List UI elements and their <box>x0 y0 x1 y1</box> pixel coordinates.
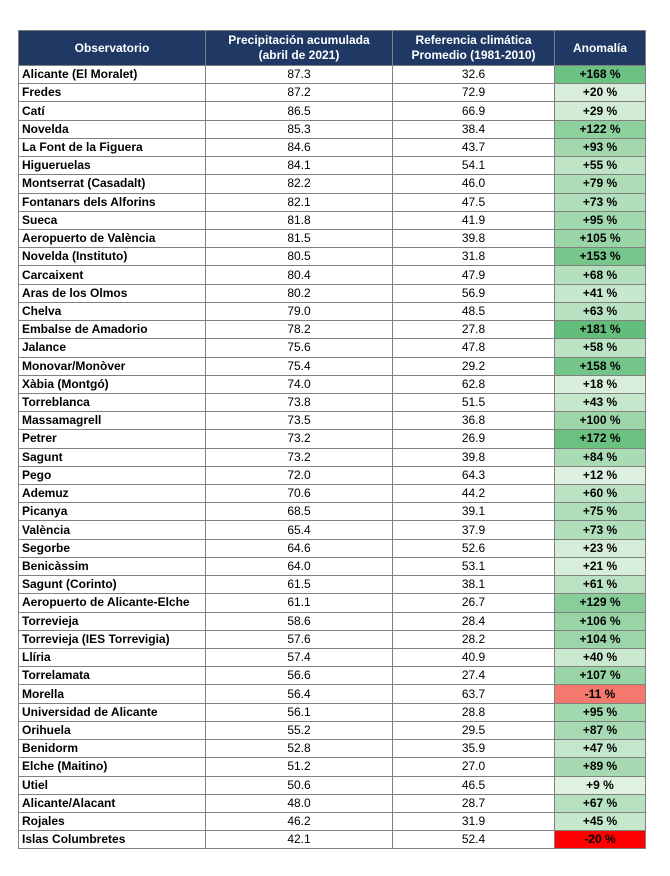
reference-cell: 36.8 <box>393 412 555 430</box>
reference-cell: 47.9 <box>393 266 555 284</box>
table-row <box>19 229 646 247</box>
header-precipitation: Precipitación acumulada (abril de 2021) <box>206 31 393 66</box>
precipitation-cell: 82.1 <box>206 193 393 211</box>
anomaly-cell: +104 % <box>555 630 646 648</box>
precipitation-cell: 81.5 <box>206 229 393 247</box>
reference-cell: 43.7 <box>393 138 555 156</box>
table-row <box>19 503 646 521</box>
anomaly-cell: +107 % <box>555 667 646 685</box>
table-row <box>19 211 646 229</box>
header-station: Observatorio <box>19 31 206 66</box>
station-name-cell: Picanya <box>19 503 206 521</box>
precipitation-cell: 87.3 <box>206 66 393 84</box>
anomaly-cell: +9 % <box>555 776 646 794</box>
anomaly-cell: +68 % <box>555 266 646 284</box>
anomaly-cell: +47 % <box>555 740 646 758</box>
reference-cell: 31.8 <box>393 248 555 266</box>
table-row <box>19 321 646 339</box>
station-name-cell: La Font de la Figuera <box>19 138 206 156</box>
anomaly-cell: +20 % <box>555 84 646 102</box>
station-name-cell: València <box>19 521 206 539</box>
table-row <box>19 248 646 266</box>
table-row <box>19 812 646 830</box>
precipitation-cell: 64.0 <box>206 557 393 575</box>
anomaly-cell: +29 % <box>555 102 646 120</box>
precipitation-cell: 72.0 <box>206 466 393 484</box>
table-row <box>19 721 646 739</box>
reference-cell: 66.9 <box>393 102 555 120</box>
precipitation-cell: 48.0 <box>206 794 393 812</box>
reference-cell: 52.6 <box>393 539 555 557</box>
station-name-cell: Embalse de Amadorio <box>19 321 206 339</box>
table-row <box>19 120 646 138</box>
precipitation-cell: 84.1 <box>206 157 393 175</box>
anomaly-cell: +73 % <box>555 521 646 539</box>
table-body <box>19 66 646 849</box>
table-row <box>19 84 646 102</box>
station-name-cell: Sagunt <box>19 448 206 466</box>
anomaly-cell: -20 % <box>555 831 646 849</box>
station-name-cell: Islas Columbretes <box>19 831 206 849</box>
anomaly-cell: +75 % <box>555 503 646 521</box>
reference-cell: 47.5 <box>393 193 555 211</box>
station-name-cell: Ademuz <box>19 485 206 503</box>
reference-cell: 28.8 <box>393 703 555 721</box>
table-row <box>19 485 646 503</box>
anomaly-cell: +158 % <box>555 357 646 375</box>
precipitation-cell: 73.5 <box>206 412 393 430</box>
station-name-cell: Montserrat (Casadalt) <box>19 175 206 193</box>
precipitation-cell: 87.2 <box>206 84 393 102</box>
table-row <box>19 794 646 812</box>
reference-cell: 46.0 <box>393 175 555 193</box>
station-name-cell: Segorbe <box>19 539 206 557</box>
table-row <box>19 66 646 84</box>
precipitation-cell: 79.0 <box>206 302 393 320</box>
table-row <box>19 375 646 393</box>
table-row <box>19 740 646 758</box>
reference-cell: 40.9 <box>393 649 555 667</box>
anomaly-cell: +63 % <box>555 302 646 320</box>
table-row <box>19 521 646 539</box>
station-name-cell: Sueca <box>19 211 206 229</box>
precipitation-cell: 73.2 <box>206 448 393 466</box>
table-row <box>19 412 646 430</box>
station-name-cell: Sagunt (Corinto) <box>19 576 206 594</box>
precipitation-cell: 80.4 <box>206 266 393 284</box>
anomaly-cell: +105 % <box>555 229 646 247</box>
reference-cell: 56.9 <box>393 284 555 302</box>
station-name-cell: Catí <box>19 102 206 120</box>
anomaly-cell: +23 % <box>555 539 646 557</box>
table-row <box>19 594 646 612</box>
station-name-cell: Torrevieja (IES Torrevigia) <box>19 630 206 648</box>
station-name-cell: Aras de los Olmos <box>19 284 206 302</box>
header-anomaly: Anomalía <box>555 31 646 66</box>
precipitation-cell: 85.3 <box>206 120 393 138</box>
table-row <box>19 649 646 667</box>
precipitation-cell: 75.6 <box>206 339 393 357</box>
station-name-cell: Monovar/Monòver <box>19 357 206 375</box>
precipitation-cell: 55.2 <box>206 721 393 739</box>
anomaly-cell: +45 % <box>555 812 646 830</box>
anomaly-cell: +181 % <box>555 321 646 339</box>
table-row <box>19 776 646 794</box>
precipitation-cell: 78.2 <box>206 321 393 339</box>
precipitation-cell: 52.8 <box>206 740 393 758</box>
precipitation-cell: 64.6 <box>206 539 393 557</box>
anomaly-cell: +41 % <box>555 284 646 302</box>
table-row <box>19 831 646 849</box>
station-name-cell: Novelda <box>19 120 206 138</box>
reference-cell: 26.9 <box>393 430 555 448</box>
anomaly-cell: +122 % <box>555 120 646 138</box>
station-name-cell: Aeropuerto de València <box>19 229 206 247</box>
reference-cell: 39.8 <box>393 229 555 247</box>
reference-cell: 63.7 <box>393 685 555 703</box>
anomaly-cell: +21 % <box>555 557 646 575</box>
station-name-cell: Benicàssim <box>19 557 206 575</box>
station-name-cell: Jalance <box>19 339 206 357</box>
reference-cell: 51.5 <box>393 393 555 411</box>
precipitation-cell: 51.2 <box>206 758 393 776</box>
reference-cell: 28.2 <box>393 630 555 648</box>
reference-cell: 52.4 <box>393 831 555 849</box>
table-row <box>19 612 646 630</box>
precipitation-cell: 68.5 <box>206 503 393 521</box>
station-name-cell: Alicante (El Moralet) <box>19 66 206 84</box>
reference-cell: 41.9 <box>393 211 555 229</box>
precipitation-cell: 86.5 <box>206 102 393 120</box>
table-row <box>19 138 646 156</box>
station-name-cell: Elche (Maitino) <box>19 758 206 776</box>
precipitation-cell: 74.0 <box>206 375 393 393</box>
precipitation-cell: 61.1 <box>206 594 393 612</box>
precipitation-cell: 46.2 <box>206 812 393 830</box>
station-name-cell: Torrelamata <box>19 667 206 685</box>
anomaly-cell: +172 % <box>555 430 646 448</box>
reference-cell: 27.8 <box>393 321 555 339</box>
station-name-cell: Morella <box>19 685 206 703</box>
reference-cell: 38.1 <box>393 576 555 594</box>
precipitation-cell: 82.2 <box>206 175 393 193</box>
precipitation-cell: 58.6 <box>206 612 393 630</box>
anomaly-cell: +100 % <box>555 412 646 430</box>
anomaly-cell: +40 % <box>555 649 646 667</box>
reference-cell: 47.8 <box>393 339 555 357</box>
table-row <box>19 302 646 320</box>
reference-cell: 26.7 <box>393 594 555 612</box>
precipitation-cell: 57.4 <box>206 649 393 667</box>
table-row <box>19 339 646 357</box>
station-name-cell: Petrer <box>19 430 206 448</box>
station-name-cell: Carcaixent <box>19 266 206 284</box>
table-row <box>19 157 646 175</box>
station-name-cell: Universidad de Alicante <box>19 703 206 721</box>
table-row <box>19 576 646 594</box>
anomaly-cell: +61 % <box>555 576 646 594</box>
anomaly-cell: +79 % <box>555 175 646 193</box>
anomaly-cell: +95 % <box>555 211 646 229</box>
station-name-cell: Aeropuerto de Alicante-Elche <box>19 594 206 612</box>
table-row <box>19 539 646 557</box>
header-reference: Referencia climática Promedio (1981-2010) <box>393 31 555 66</box>
reference-cell: 39.8 <box>393 448 555 466</box>
reference-cell: 53.1 <box>393 557 555 575</box>
anomaly-cell: +106 % <box>555 612 646 630</box>
reference-cell: 37.9 <box>393 521 555 539</box>
table-row <box>19 102 646 120</box>
table-row <box>19 175 646 193</box>
table-row <box>19 357 646 375</box>
table-row <box>19 758 646 776</box>
precipitation-cell: 70.6 <box>206 485 393 503</box>
station-name-cell: Utiel <box>19 776 206 794</box>
precipitation-cell: 84.6 <box>206 138 393 156</box>
table-row <box>19 630 646 648</box>
precipitation-cell: 61.5 <box>206 576 393 594</box>
station-name-cell: Pego <box>19 466 206 484</box>
precipitation-cell: 56.4 <box>206 685 393 703</box>
anomaly-cell: +73 % <box>555 193 646 211</box>
anomaly-cell: +95 % <box>555 703 646 721</box>
table-row <box>19 266 646 284</box>
reference-cell: 29.2 <box>393 357 555 375</box>
reference-cell: 27.0 <box>393 758 555 776</box>
reference-cell: 31.9 <box>393 812 555 830</box>
reference-cell: 28.7 <box>393 794 555 812</box>
station-name-cell: Rojales <box>19 812 206 830</box>
precipitation-cell: 56.1 <box>206 703 393 721</box>
station-name-cell: Chelva <box>19 302 206 320</box>
reference-cell: 28.4 <box>393 612 555 630</box>
reference-cell: 35.9 <box>393 740 555 758</box>
anomaly-cell: +60 % <box>555 485 646 503</box>
station-name-cell: Massamagrell <box>19 412 206 430</box>
station-name-cell: Torrevieja <box>19 612 206 630</box>
precipitation-cell: 81.8 <box>206 211 393 229</box>
reference-cell: 32.6 <box>393 66 555 84</box>
precipitation-table <box>18 30 646 849</box>
precipitation-cell: 80.5 <box>206 248 393 266</box>
station-name-cell: Benidorm <box>19 740 206 758</box>
table-row <box>19 466 646 484</box>
anomaly-cell: +12 % <box>555 466 646 484</box>
anomaly-cell: +153 % <box>555 248 646 266</box>
table-row <box>19 284 646 302</box>
station-name-cell: Orihuela <box>19 721 206 739</box>
anomaly-cell: +18 % <box>555 375 646 393</box>
reference-cell: 64.3 <box>393 466 555 484</box>
station-name-cell: Novelda (Instituto) <box>19 248 206 266</box>
station-name-cell: Llíria <box>19 649 206 667</box>
precipitation-cell: 50.6 <box>206 776 393 794</box>
reference-cell: 38.4 <box>393 120 555 138</box>
reference-cell: 27.4 <box>393 667 555 685</box>
anomaly-cell: +55 % <box>555 157 646 175</box>
reference-cell: 44.2 <box>393 485 555 503</box>
reference-cell: 39.1 <box>393 503 555 521</box>
precipitation-cell: 80.2 <box>206 284 393 302</box>
precipitation-cell: 73.2 <box>206 430 393 448</box>
anomaly-cell: +168 % <box>555 66 646 84</box>
table-row <box>19 703 646 721</box>
table-row <box>19 430 646 448</box>
anomaly-cell: +87 % <box>555 721 646 739</box>
station-name-cell: Fontanars dels Alforins <box>19 193 206 211</box>
table-row <box>19 448 646 466</box>
station-name-cell: Torreblanca <box>19 393 206 411</box>
precipitation-cell: 57.6 <box>206 630 393 648</box>
reference-cell: 62.8 <box>393 375 555 393</box>
anomaly-cell: +84 % <box>555 448 646 466</box>
table-row <box>19 393 646 411</box>
precipitation-cell: 65.4 <box>206 521 393 539</box>
precipitation-cell: 75.4 <box>206 357 393 375</box>
anomaly-cell: +129 % <box>555 594 646 612</box>
reference-cell: 46.5 <box>393 776 555 794</box>
reference-cell: 29.5 <box>393 721 555 739</box>
table-row <box>19 557 646 575</box>
anomaly-cell: +58 % <box>555 339 646 357</box>
station-name-cell: Xàbia (Montgó) <box>19 375 206 393</box>
reference-cell: 48.5 <box>393 302 555 320</box>
precipitation-cell: 73.8 <box>206 393 393 411</box>
station-name-cell: Fredes <box>19 84 206 102</box>
anomaly-cell: -11 % <box>555 685 646 703</box>
station-name-cell: Alicante/Alacant <box>19 794 206 812</box>
table-row <box>19 685 646 703</box>
anomaly-cell: +67 % <box>555 794 646 812</box>
reference-cell: 54.1 <box>393 157 555 175</box>
table-row <box>19 667 646 685</box>
anomaly-cell: +43 % <box>555 393 646 411</box>
reference-cell: 72.9 <box>393 84 555 102</box>
anomaly-cell: +89 % <box>555 758 646 776</box>
precipitation-cell: 56.6 <box>206 667 393 685</box>
table-header <box>19 31 646 66</box>
precipitation-cell: 42.1 <box>206 831 393 849</box>
table-row <box>19 193 646 211</box>
anomaly-cell: +93 % <box>555 138 646 156</box>
station-name-cell: Higueruelas <box>19 157 206 175</box>
